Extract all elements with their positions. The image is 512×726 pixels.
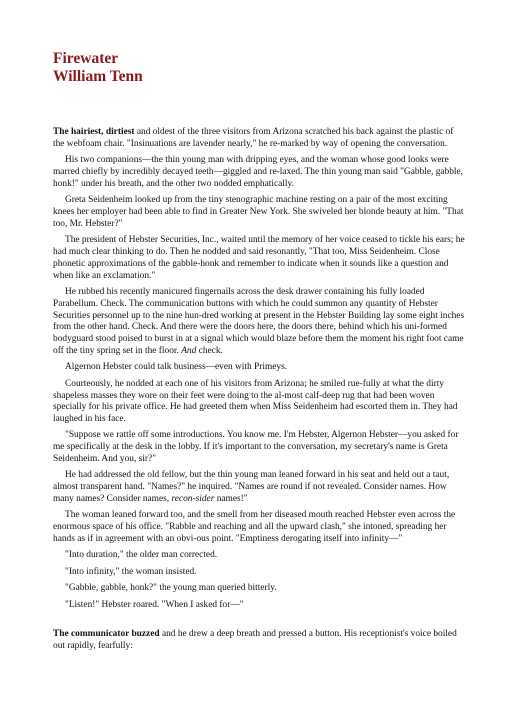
paragraph <box>53 155 467 190</box>
paragraph-tail: check. <box>196 345 223 356</box>
paragraph-lead: The communicator buzzed <box>53 629 160 640</box>
paragraph-tail: names!" <box>214 494 248 505</box>
document-title: Firewater <box>53 50 119 67</box>
paragraph <box>53 195 467 230</box>
paragraph-emphasis: recon-sider <box>171 494 215 505</box>
document-body <box>53 127 467 653</box>
paragraph-text: He had addressed the old fellow, but the thin young man leaned forward in his seat and held out a taut, almost transparent hand. "Names?" he inquired. "Names are round if not revealed. Consider names. How many names? Consider names, <box>53 470 450 505</box>
paragraph-text: "Suppose we rattle off some introductions. You know me. I'm Hebster, Algernon Hebster—you asked for me specifically at the desk in the lobby. If it's important to the conversation, my secretary's name is Greta Seidenheim. And you, sir?" <box>53 430 459 465</box>
paragraph-text: The woman leaned forward too, and the smell from her diseased mouth reached Hebster even across the enormous space of his office. "Rabble and reaching and all the upward clash," she intoned, spreading her hands as if in agreement with an obvi-ous point. "Emptiness derogating itself into infinity—" <box>53 510 456 545</box>
paragraph <box>53 127 467 151</box>
paragraph-text: and he drew a deep breath and pressed a button. His receptionist's voice boiled out rapidly, fearfully: <box>53 629 457 652</box>
paragraph <box>53 379 467 426</box>
paragraph-text: Courteously, he nodded at each one of his visitors from Arizona; he smiled rue-fully at what the dirty shapeless masses they wore on their feet were doing to the al-most calf-deep rug that had been woven specially for his private office. He had greeted them when Miss Seidenheim had escorted them in. They had laughed in his face. <box>53 378 458 425</box>
paragraph <box>53 583 467 595</box>
paragraph <box>53 362 467 374</box>
paragraph <box>53 470 467 505</box>
paragraph-text: "Into infinity," the woman insisted. <box>65 566 197 577</box>
paragraph <box>53 430 467 465</box>
paragraph <box>53 600 467 612</box>
paragraph <box>53 287 467 358</box>
paragraph <box>53 510 467 545</box>
paragraph-text: Greta Seidenheim looked up from the tiny stenographic machine resting on a pair of the most exciting knees her employer had been able to find in Greater New York. She swiveled her blonde beauty at him. "That too, Mr. Hebster?" <box>53 195 464 229</box>
paragraph-text: "Into duration," the older man corrected. <box>65 550 218 561</box>
paragraph <box>53 235 467 282</box>
paragraph-text: Algernon Hebster could talk business—even with Primeys. <box>65 362 288 373</box>
paragraph-text: "Gabble, gabble, honk?" the young man queried bitterly. <box>65 583 277 594</box>
paragraph-text: His two companions—the thin young man with dripping eyes, and the woman whose good looks were marred chiefly by incredibly decayed teeth—giggled and re-laxed. The thin young man said "Gabble, gabble, honk!" under his breath, and the other two nodded emphatically. <box>53 155 464 189</box>
paragraph-text: He rubbed his recently manicured fingernails across the desk drawer containing his fully loaded Parabellum. Check. The communication buttons with which he could summon any quantity of Hebster Securities personnel up to the nine hun-dred working at present in the Hebster Building lay some eight inches from the other hand. Check. And there were the doors here, the doors there, behind which his uni-formed bodyguard stood poised to burst in at a signal which would blaze before them the moment his right foot came off the tiny spring set in the floor. <box>53 286 465 356</box>
paragraph-text: The president of Hebster Securities, Inc., waited until the memory of her voice ceased to tickle his ears; he had much clear thinking to do. Then he nodded and said resonantly, "That too, Miss Seidenheim. Close phonetic approximations of the gabble-honk and remember to indicate when it sounds like a question and when like an exclamation." <box>53 235 465 281</box>
paragraph <box>53 567 467 579</box>
paragraph-lead: The hairiest, dirtiest <box>53 127 135 137</box>
paragraph-text: "Listen!" Hebster roared. "When I asked for—" <box>65 599 244 610</box>
paragraph <box>53 550 467 562</box>
paragraph <box>53 629 467 653</box>
paragraph-text: and oldest of the three visitors from Arizona scratched his back against the plastic of the webfoam chair. "Insinuations are lavender nearly," he re-marked by way of opening the conversation. <box>53 127 454 149</box>
paragraph-emphasis: And <box>181 345 197 356</box>
document-author: William Tenn <box>53 68 143 85</box>
document-page <box>53 50 467 658</box>
